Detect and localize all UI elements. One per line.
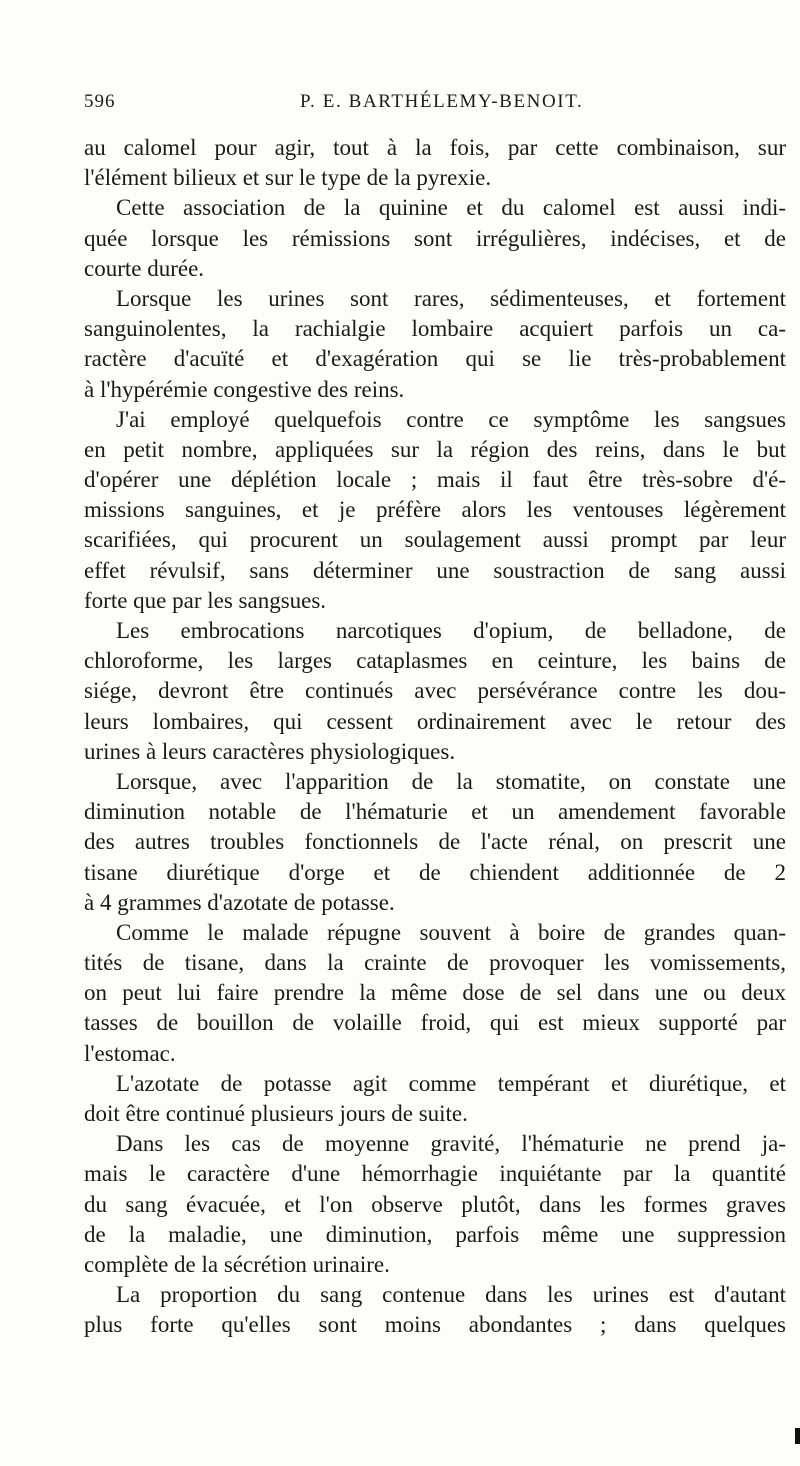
- text-line: d'opérer une déplétion locale ; mais il faut être très-sobre d'é-: [84, 467, 786, 493]
- text-line: Lorsque les urines sont rares, sédimenteuses, et fortement: [116, 285, 786, 311]
- text-line: doit être continué plusieurs jours de suite.: [84, 1101, 468, 1126]
- page-edge-mark: [795, 1428, 800, 1444]
- text-line: diminution notable de l'hématurie et un amendement favorable: [84, 799, 786, 825]
- text-line: plus forte qu'elles sont moins abondantes ; dans quelques: [84, 1312, 786, 1338]
- text-line: du sang évacuée, et l'on observe plutôt, dans les formes graves: [84, 1191, 786, 1217]
- text-line: en petit nombre, appliquées sur la région des reins, dans le but: [84, 436, 786, 462]
- text-line: chloroforme, les larges cataplasmes en ceinture, les bains de: [84, 648, 786, 674]
- running-title: P. E. BARTHÉLEMY-BENOIT.: [300, 91, 584, 112]
- text-line: leurs lombaires, qui cessent ordinairement avec le retour des: [84, 708, 786, 734]
- text-line: à 4 grammes d'azotate de potasse.: [84, 889, 395, 915]
- text-line: mais le caractère d'une hémorrhagie inquiétante par la quantité: [84, 1161, 786, 1187]
- text-line: à l'hypérémie congestive des reins.: [84, 376, 405, 402]
- running-header: [84, 91, 784, 117]
- text-line: sanguinolentes, la rachialgie lombaire acquiert parfois un ca-: [84, 316, 786, 342]
- text-line: on peut lui faire prendre la même dose de sel dans une ou deux: [84, 980, 786, 1006]
- text-line: L'azotate de potasse agit comme tempérant et diurétique, et: [116, 1070, 786, 1096]
- text-line: quée lorsque les rémissions sont irrégulières, indécises, et de: [84, 225, 786, 251]
- text-line: urines à leurs caractères physiologiques.: [84, 738, 456, 764]
- text-line: l'élément bilieux et sur le type de la pyrexie.: [84, 165, 492, 191]
- text-line: Lorsque, avec l'apparition de la stomatite, on constate une: [116, 768, 786, 794]
- text-line: missions sanguines, et je préfère alors les ventouses légèrement: [84, 497, 786, 523]
- text-line: La proportion du sang contenue dans les urines est d'autant: [116, 1282, 786, 1308]
- text-line: siége, devront être continués avec persévérance contre les dou-: [84, 678, 786, 704]
- text-line: de la maladie, une diminution, parfois même une suppression: [84, 1221, 786, 1247]
- text-line: ractère d'acuïté et d'exagération qui se lie très-probablement: [84, 346, 786, 372]
- text-line: effet révulsif, sans déterminer une soustraction de sang aussi: [84, 557, 786, 583]
- text-line: forte que par les sangsues.: [84, 587, 327, 613]
- text-line: tasses de bouillon de volaille froid, qui est mieux supporté par: [84, 1010, 786, 1036]
- text-line: Comme le malade répugne souvent à boire de grandes quan-: [116, 919, 786, 945]
- text-line: complète de la sécrétion urinaire.: [84, 1251, 390, 1277]
- text-line: scarifiées, qui procurent un soulagement aussi prompt par leur: [84, 527, 786, 553]
- text-line: courte durée.: [84, 255, 205, 281]
- text-line: Les embrocations narcotiques d'opium, de belladone, de: [116, 618, 786, 643]
- text-line: des autres troubles fonctionnels de l'acte rénal, on prescrit une: [84, 829, 786, 855]
- text-line: l'estomac.: [84, 1040, 176, 1066]
- text-line: au calomel pour agir, tout à la fois, par cette combinaison, sur: [84, 135, 786, 160]
- page-number: 596: [84, 91, 116, 112]
- text-line: Cette association de la quinine et du calomel est aussi indi-: [116, 195, 786, 221]
- text-line: tisane diurétique d'orge et de chiendent additionnée de 2: [84, 859, 786, 885]
- text-line: tités de tisane, dans la crainte de provoquer les vomissements,: [84, 950, 786, 976]
- body-text: [84, 133, 786, 1341]
- text-line: J'ai employé quelquefois contre ce symptôme les sangsues: [116, 406, 786, 432]
- text-line: Dans les cas de moyenne gravité, l'hématurie ne prend ja-: [116, 1131, 786, 1157]
